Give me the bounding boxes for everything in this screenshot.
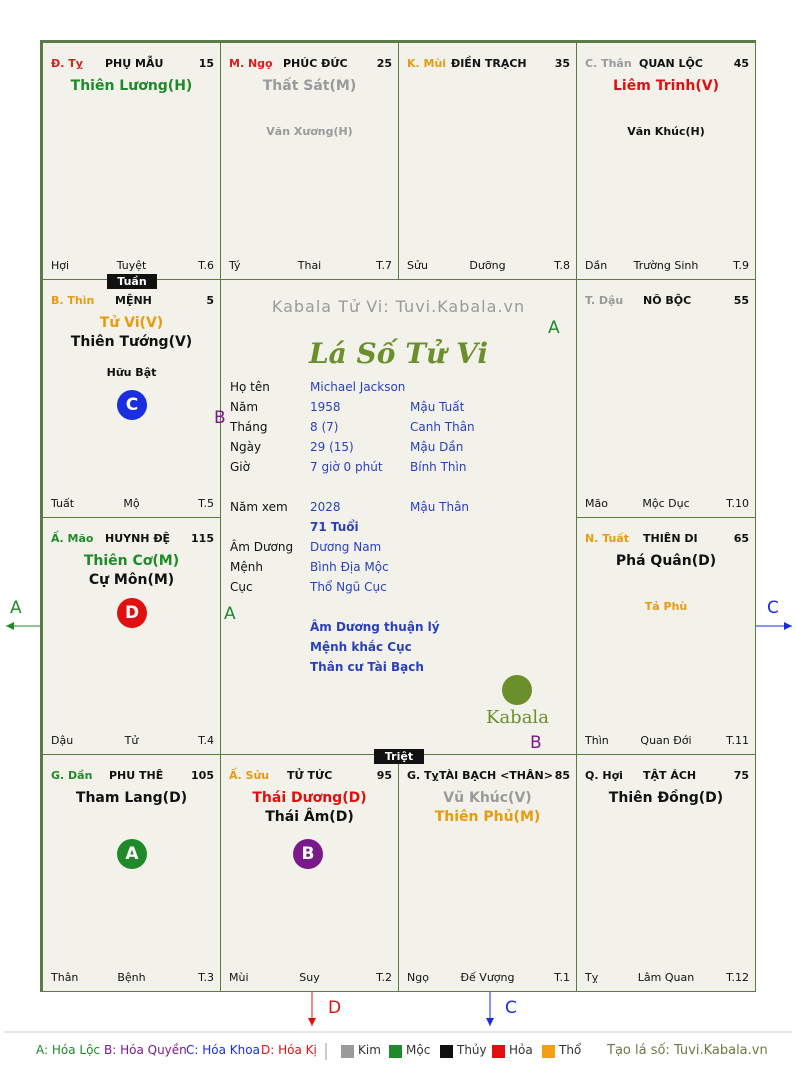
major-stars	[221, 789, 398, 827]
star: Thiên Phủ(M)	[434, 809, 541, 825]
palace-term: T.12	[726, 971, 749, 984]
info-label: Năm	[230, 400, 259, 414]
palace-number: 85	[554, 769, 570, 782]
palace-stage: Quan Đới	[640, 734, 692, 747]
major-stars	[43, 314, 220, 352]
note: Mệnh khắc Cục	[310, 640, 412, 654]
element-swatch	[542, 1045, 555, 1058]
palace-term: T.10	[726, 497, 749, 510]
palace-number: 25	[376, 57, 392, 70]
palace-thien-di[interactable]	[576, 517, 756, 755]
palace-name: HUYNH ĐỆ	[105, 532, 171, 545]
palace-branch: Thân	[51, 971, 79, 984]
legend-element: Thủy	[457, 1043, 487, 1057]
palace-name: PHU THÊ	[109, 769, 164, 782]
palace-branch: Sửu	[407, 259, 428, 272]
info-value: 1958	[310, 400, 341, 414]
palace-branch: Thìn	[585, 734, 609, 747]
palace-dien-trach[interactable]	[398, 42, 577, 280]
palace-stage: Trường Sinh	[633, 259, 699, 272]
minor-star: Tả Phù	[644, 600, 688, 613]
palace-number: 115	[191, 532, 214, 545]
palace-branch: Ngọ	[407, 971, 429, 984]
legend-element: Kim	[358, 1043, 381, 1057]
palace-number: 105	[191, 769, 214, 782]
palace-tu-tuc[interactable]	[220, 754, 399, 992]
element-swatch	[440, 1045, 453, 1058]
minor-star: Văn Xương(H)	[266, 125, 353, 138]
palace-code: G. Dần	[51, 769, 93, 782]
palace-huynh-de[interactable]	[42, 517, 221, 755]
palace-code: N. Tuất	[585, 532, 630, 545]
element-swatch	[492, 1045, 505, 1058]
palace-branch: Mão	[585, 497, 608, 510]
info-label: Mệnh	[230, 560, 263, 574]
major-stars	[577, 77, 755, 96]
palace-name: TÀI BẠCH <THÂN>	[439, 769, 553, 782]
info-extra: Mậu Thân	[410, 500, 470, 514]
info-value: 71 Tuổi	[310, 520, 359, 534]
note: Thân cư Tài Bạch	[310, 660, 424, 674]
info-value: 7 giờ 0 phút	[310, 460, 383, 474]
info-value: Thổ Ngũ Cục	[310, 580, 387, 594]
palace-name: THIÊN DI	[643, 532, 698, 545]
info-label: Ngày	[230, 440, 262, 454]
palace-code: T. Dậu	[585, 294, 624, 307]
major-stars	[221, 77, 398, 96]
star: Thiên Tướng(V)	[70, 334, 193, 350]
palace-name: PHÚC ĐỨC	[283, 57, 348, 70]
palace-phuc-duc[interactable]	[220, 42, 399, 280]
legend-element: Thổ	[559, 1043, 582, 1057]
info-label: Cục	[230, 580, 253, 594]
hoa-quyen-badge: B	[293, 839, 323, 869]
palace-code: Ấ. Mão	[51, 532, 94, 545]
major-stars	[43, 789, 220, 808]
star: Thái Dương(D)	[252, 790, 367, 806]
palace-name: PHỤ MẪU	[105, 57, 164, 70]
major-stars	[577, 552, 755, 571]
palace-name: TỬ TỨC	[287, 769, 333, 782]
chart-title: Lá Số Tử Vi	[308, 337, 489, 370]
note: Âm Dương thuận lý	[310, 620, 440, 634]
legend-hoa-khoa: C: Hóa Khoa	[186, 1043, 260, 1057]
palace-number: 75	[733, 769, 749, 782]
palace-number: 55	[733, 294, 749, 307]
star: Thiên Lương(H)	[70, 78, 193, 94]
palace-term: T.5	[198, 497, 214, 510]
palace-stage: Lâm Quan	[637, 971, 695, 984]
palace-code: M. Ngọ	[229, 57, 273, 70]
site-watermark: Kabala Tử Vi: Tuvi.Kabala.vn	[271, 297, 526, 316]
palace-number: 5	[206, 294, 214, 307]
star: Vũ Khúc(V)	[443, 790, 532, 806]
arrow-label-c: C	[767, 598, 779, 618]
star: Tham Lang(D)	[75, 790, 188, 806]
horoscope-chart	[40, 40, 756, 992]
palace-term: T.11	[726, 734, 749, 747]
palace-term: T.4	[198, 734, 214, 747]
info-value: 8 (7)	[310, 420, 339, 434]
element-swatch	[389, 1045, 402, 1058]
palace-branch: Tuất	[51, 497, 75, 510]
star: Phá Quân(D)	[615, 553, 717, 569]
palace-quan-loc[interactable]	[576, 42, 756, 280]
info-value: 29 (15)	[310, 440, 354, 454]
major-stars	[43, 552, 220, 590]
palace-code: Ấ. Sửu	[229, 769, 270, 782]
arrow-label-b: B	[530, 733, 542, 753]
palace-code: G. Tỵ	[407, 769, 439, 782]
palace-name: QUAN LỘC	[639, 57, 703, 70]
palace-stage: Bệnh	[117, 971, 146, 984]
palace-term: T.7	[376, 259, 392, 272]
legend-hoa-loc: A: Hóa Lộc	[36, 1043, 101, 1057]
star: Thiên Đồng(D)	[608, 790, 724, 806]
palace-menh[interactable]	[42, 279, 221, 518]
palace-term: T.2	[376, 971, 392, 984]
palace-name: ĐIỀN TRẠCH	[451, 57, 527, 70]
legend-hoa-ki: D: Hóa Kị	[261, 1043, 317, 1057]
info-value: Bình Địa Mộc	[310, 560, 389, 574]
star: Tử Vi(V)	[99, 315, 164, 331]
palace-phu-the[interactable]	[42, 754, 221, 992]
palace-stage: Đế Vượng	[460, 971, 515, 984]
minor-star: Văn Khúc(H)	[627, 125, 705, 138]
info-extra: Mậu Tuất	[410, 400, 465, 414]
palace-phu-mau[interactable]	[42, 42, 221, 280]
palace-tat-ach[interactable]	[576, 754, 756, 992]
palace-tai-bach[interactable]	[398, 754, 577, 992]
info-label: Giờ	[230, 460, 250, 474]
arrow-label-a: A	[224, 604, 236, 624]
palace-number: 45	[733, 57, 749, 70]
palace-branch: Hợi	[51, 259, 70, 272]
star: Thất Sát(M)	[262, 78, 357, 94]
star: Thái Âm(D)	[265, 809, 354, 825]
info-value: Dương Nam	[310, 540, 382, 554]
palace-branch: Dần	[585, 259, 608, 272]
arrow-label-b: B	[214, 408, 226, 428]
major-stars	[43, 77, 220, 96]
legend-hoa-quyen: B: Hóa Quyền	[104, 1043, 187, 1057]
palace-branch: Tý	[229, 259, 241, 272]
minor-star: Hữu Bật	[106, 366, 157, 379]
info-label: Năm xem	[230, 500, 288, 514]
info-extra: Bính Thìn	[410, 460, 467, 474]
legend-element: Mộc	[406, 1043, 431, 1057]
star: Cự Môn(M)	[88, 572, 175, 588]
info-label: Họ tên	[230, 380, 270, 394]
site-link[interactable]: Tạo lá số: Tuvi.Kabala.vn	[607, 1043, 768, 1058]
palace-stage: Dưỡng	[469, 259, 506, 272]
palace-number: 15	[198, 57, 214, 70]
triet-tag: Triệt	[374, 749, 424, 764]
palace-code: Đ. Tỵ	[51, 57, 83, 70]
major-stars	[577, 789, 755, 808]
palace-stage: Mộc Dục	[642, 497, 690, 510]
arrow-label-a: A	[10, 598, 22, 618]
palace-term: T.6	[198, 259, 214, 272]
hoa-loc-badge: A	[117, 839, 147, 869]
info-extra: Mậu Dần	[410, 440, 464, 454]
tuan-tag: Tuần	[107, 274, 157, 289]
arrow-label-c: C	[505, 998, 517, 1018]
palace-name: NÔ BỘC	[643, 294, 692, 307]
star: Thiên Cơ(M)	[83, 553, 180, 569]
palace-branch: Tỵ	[585, 971, 599, 984]
arrow-label-d: D	[328, 998, 342, 1018]
info-value: 2028	[310, 500, 341, 514]
palace-number: 95	[376, 769, 392, 782]
palace-code: K. Mùi	[407, 57, 447, 70]
palace-term: T.8	[554, 259, 570, 272]
palace-branch: Dậu	[51, 734, 74, 747]
major-stars	[399, 789, 576, 827]
arrow-label-a: A	[548, 318, 560, 338]
palace-name: MỆNH	[115, 294, 152, 307]
element-swatch	[341, 1045, 354, 1058]
kabala-logo-icon	[502, 675, 532, 705]
legend-element: Hỏa	[509, 1043, 533, 1057]
palace-stage: Tuyệt	[116, 259, 147, 272]
palace-term: T.3	[198, 971, 214, 984]
palace-number: 65	[733, 532, 749, 545]
hoa-khoa-badge: C	[117, 390, 147, 420]
hoa-ki-badge: D	[117, 598, 147, 628]
palace-stage: Thai	[297, 259, 322, 272]
palace-code: Q. Hợi	[585, 769, 623, 782]
palace-stage: Tử	[124, 734, 139, 747]
info-value: Michael Jackson	[310, 380, 406, 394]
palace-name: TẬT ÁCH	[643, 769, 697, 782]
palace-term: T.1	[554, 971, 570, 984]
info-extra: Canh Thân	[410, 420, 475, 434]
palace-no-boc[interactable]	[576, 279, 756, 518]
center-panel	[220, 279, 577, 755]
palace-code: C. Thân	[585, 57, 632, 70]
palace-branch: Mùi	[229, 971, 249, 984]
palace-number: 35	[554, 57, 570, 70]
info-label: Âm Dương	[230, 540, 294, 554]
star: Liêm Trinh(V)	[613, 78, 719, 94]
kabala-logo-text: Kabala	[486, 707, 549, 728]
info-label: Tháng	[230, 420, 268, 434]
palace-stage: Suy	[299, 971, 320, 984]
palace-stage: Mộ	[123, 497, 140, 510]
palace-code: B. Thìn	[51, 294, 95, 307]
palace-term: T.9	[733, 259, 749, 272]
